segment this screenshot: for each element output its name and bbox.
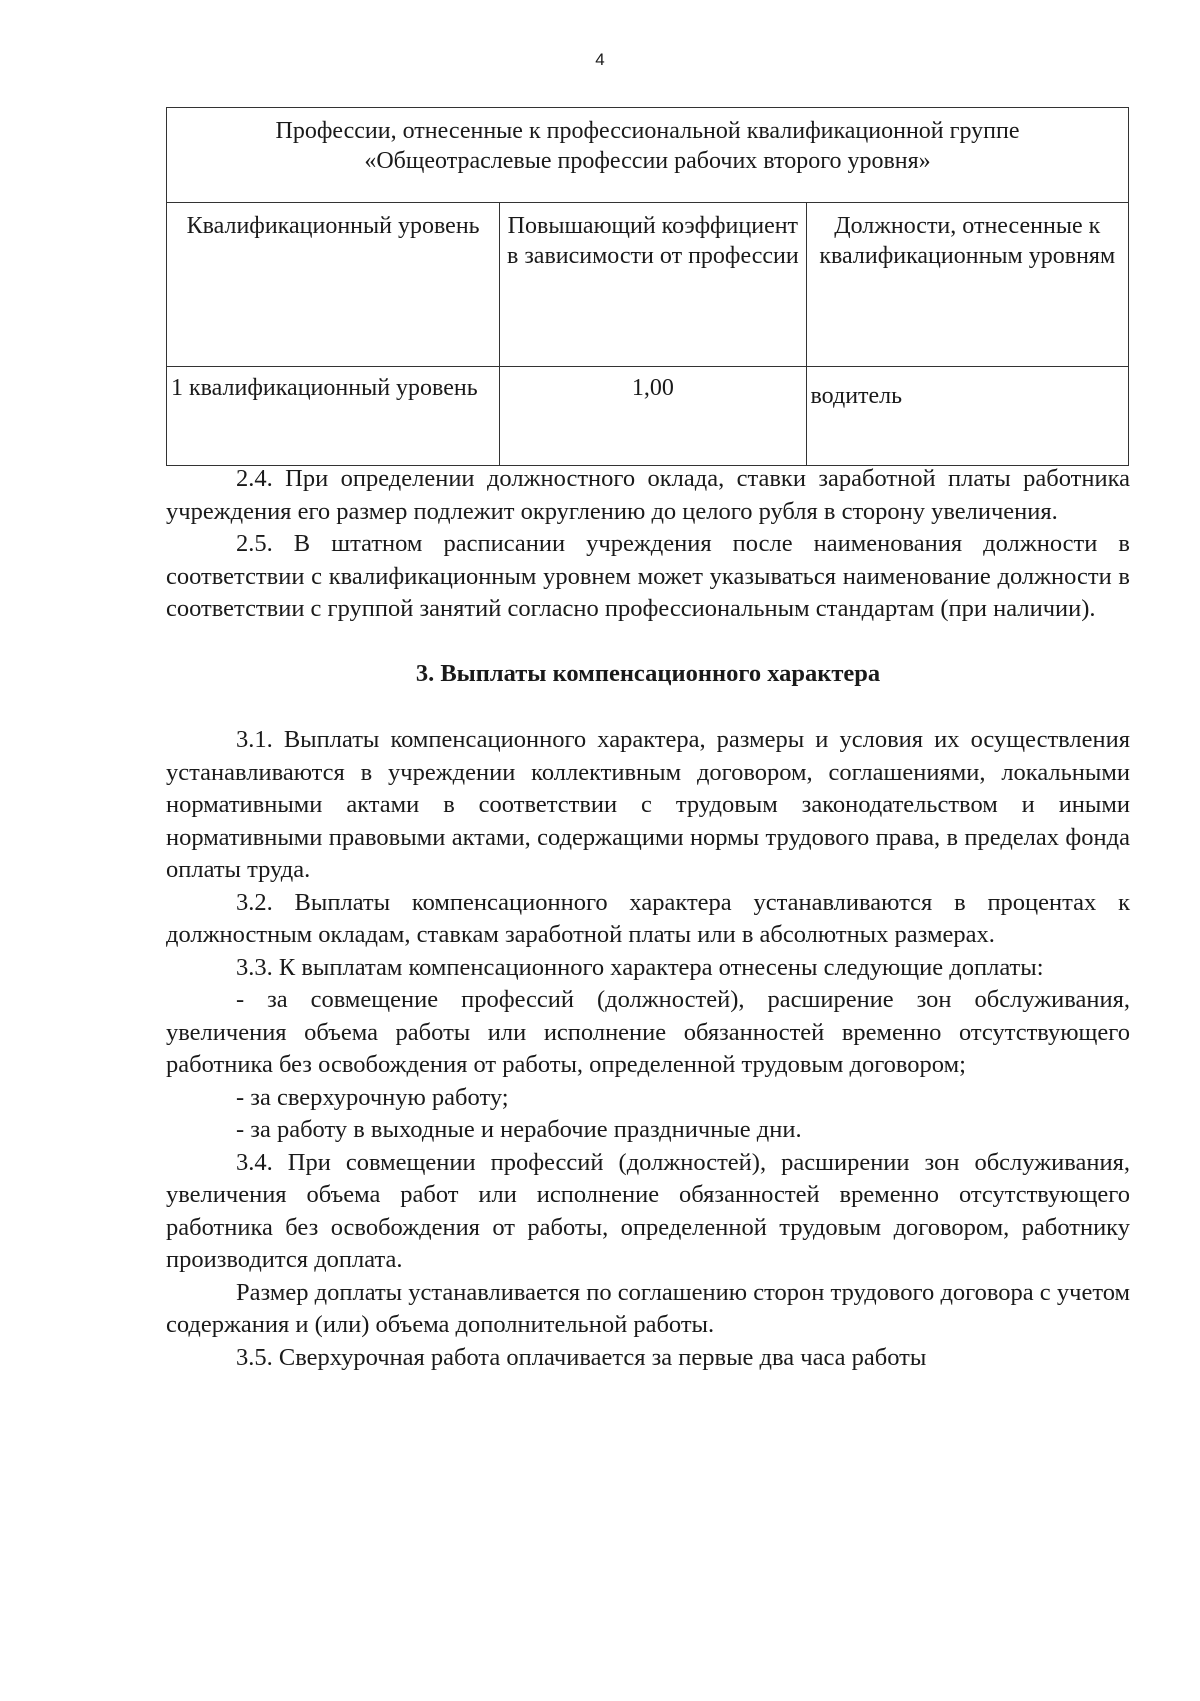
list-item: - за совмещение профессий (должностей), расширение зон обслуживания, увеличения объема работы или исполнение обязанностей временно отсутствующего работника без освобождения от работы, определенной трудовым договором; xyxy=(166,986,1130,1078)
cell-level: 1 квалификационный уровень xyxy=(167,367,500,466)
table-header-row xyxy=(167,203,1129,367)
paragraph-3-2: 3.2. Выплаты компенсационного характера устанавливаются в процентах к должностным окладам, ставкам заработной платы или в абсолютных размерах. xyxy=(166,888,1130,948)
list-item: - за работу в выходные и нерабочие праздничные дни. xyxy=(236,1116,802,1143)
cell-position: водитель xyxy=(806,367,1129,466)
document-body xyxy=(166,463,1130,1374)
header-coefficient: Повышающий коэффициент в зависимости от профессии xyxy=(500,203,806,367)
header-positions: Должности, отнесенные к квалификационным уровням xyxy=(806,203,1129,367)
group-title-line1: Профессии, отнесенные к профессиональной квалификационной группе xyxy=(275,118,1020,144)
cell-coefficient: 1,00 xyxy=(500,367,806,466)
table-group-row xyxy=(167,108,1129,203)
paragraph-2-5: 2.5. В штатном расписании учреждения после наименования должности в соответствии с квалификационным уровнем может указываться наименование должности в соответствии с группой занятий согласно профессиональным стандартам (при наличии). xyxy=(166,530,1130,622)
table-group-title xyxy=(167,108,1129,203)
table-row xyxy=(167,367,1129,466)
paragraph-2-4: 2.4. При определении должностного оклада, ставки заработной платы работника учреждения его размер подлежит округлению до целого рубля в сторону увеличения. xyxy=(166,465,1130,525)
paragraph-3-4-size: Размер доплаты устанавливается по соглашению сторон трудового договора с учетом содержания и (или) объема дополнительной работы. xyxy=(166,1278,1130,1338)
list-item: - за сверхурочную работу; xyxy=(236,1083,509,1111)
paragraph-3-4: 3.4. При совмещении профессий (должностей), расширении зон обслуживания, увеличения объема работ или исполнение обязанностей временно отсутствующего работника без освобождения от работы, определенной трудовым договором, работнику производится доплата. xyxy=(166,1148,1130,1273)
paragraph-3-3: 3.3. К выплатам компенсационного характера отнесены следующие доплаты: xyxy=(236,953,1044,981)
group-title-line2: «Общеотраслевые профессии рабочих второго уровня» xyxy=(364,148,931,174)
section-3-heading: 3. Выплаты компенсационного характера xyxy=(415,659,881,687)
qualification-table xyxy=(166,107,1129,466)
page-number: 4 xyxy=(595,50,605,69)
header-qualification-level: Квалификационный уровень xyxy=(167,203,500,367)
paragraph-3-1: 3.1. Выплаты компенсационного характера, размеры и условия их осуществления устанавливаются в учреждении коллективным договором, соглашениями, локальными нормативными актами в соответствии с трудовым законодательством и иными нормативными правовыми актами, содержащими нормы трудового права, в пределах фонда оплаты труда. xyxy=(166,726,1130,883)
paragraph-3-5: 3.5. Сверхурочная работа оплачивается за первые два часа работы xyxy=(236,1343,927,1371)
